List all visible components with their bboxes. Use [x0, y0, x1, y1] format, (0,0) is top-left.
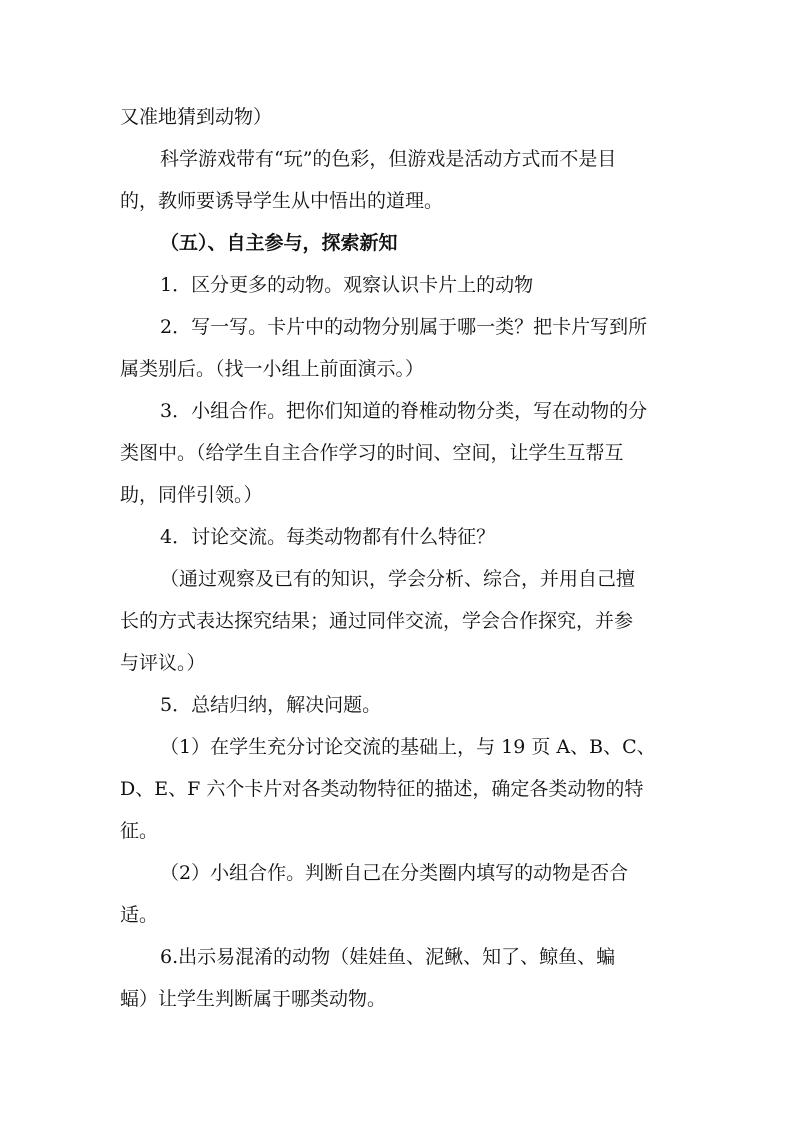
section-heading: （五）、自主参与，探索新知	[160, 232, 398, 254]
paragraph-line: 适。	[120, 904, 159, 926]
paragraph-line: 助，同伴引领。）	[120, 484, 263, 506]
paragraph-line: （2）小组合作。判断自己在分类圈内填写的动物是否合	[160, 862, 629, 884]
paragraph-line: 5．总结归纳，解决问题。	[160, 694, 382, 716]
paragraph-line: 科学游戏带有“玩”的色彩，但游戏是活动方式而不是目	[160, 148, 617, 170]
paragraph-line: （1）在学生充分讨论交流的基础上，与 19 页 A、B、C、	[160, 736, 656, 758]
paragraph-line: （通过观察及已有的知识，学会分析、综合，并用自己擅	[160, 568, 636, 590]
paragraph-line: 又准地猜到动物）	[120, 106, 273, 128]
paragraph-line: D、E、F 六个卡片对各类动物特征的描述，确定各类动物的特	[120, 778, 644, 800]
paragraph-line: 类图中。（给学生自主合作学习的时间、空间，让学生互帮互	[120, 442, 624, 464]
paragraph-line: 4．讨论交流。每类动物都有什么特征？	[160, 526, 496, 548]
paragraph-line: 的，教师要诱导学生从中悟出的道理。	[120, 190, 444, 212]
paragraph-line: 6.出示易混淆的动物（娃娃鱼、泥鳅、知了、鲸鱼、蝙	[160, 946, 616, 968]
paragraph-line: 属类别后。（找一小组上前面演示。）	[120, 358, 425, 380]
paragraph-line: 2．写一写。卡片中的动物分别属于哪一类？把卡片写到所	[160, 316, 648, 338]
paragraph-line: 蝠）让学生判断属于哪类动物。	[120, 988, 387, 1010]
paragraph-line: 征。	[120, 820, 159, 842]
paragraph-line: 3．小组合作。把你们知道的脊椎动物分类，写在动物的分	[160, 400, 648, 422]
paragraph-line: 1．区分更多的动物。观察认识卡片上的动物	[160, 274, 534, 296]
paragraph-line: 与评议。）	[120, 652, 206, 674]
paragraph-line: 长的方式表达探究结果；通过同伴交流，学会合作探究，并参	[120, 610, 634, 632]
